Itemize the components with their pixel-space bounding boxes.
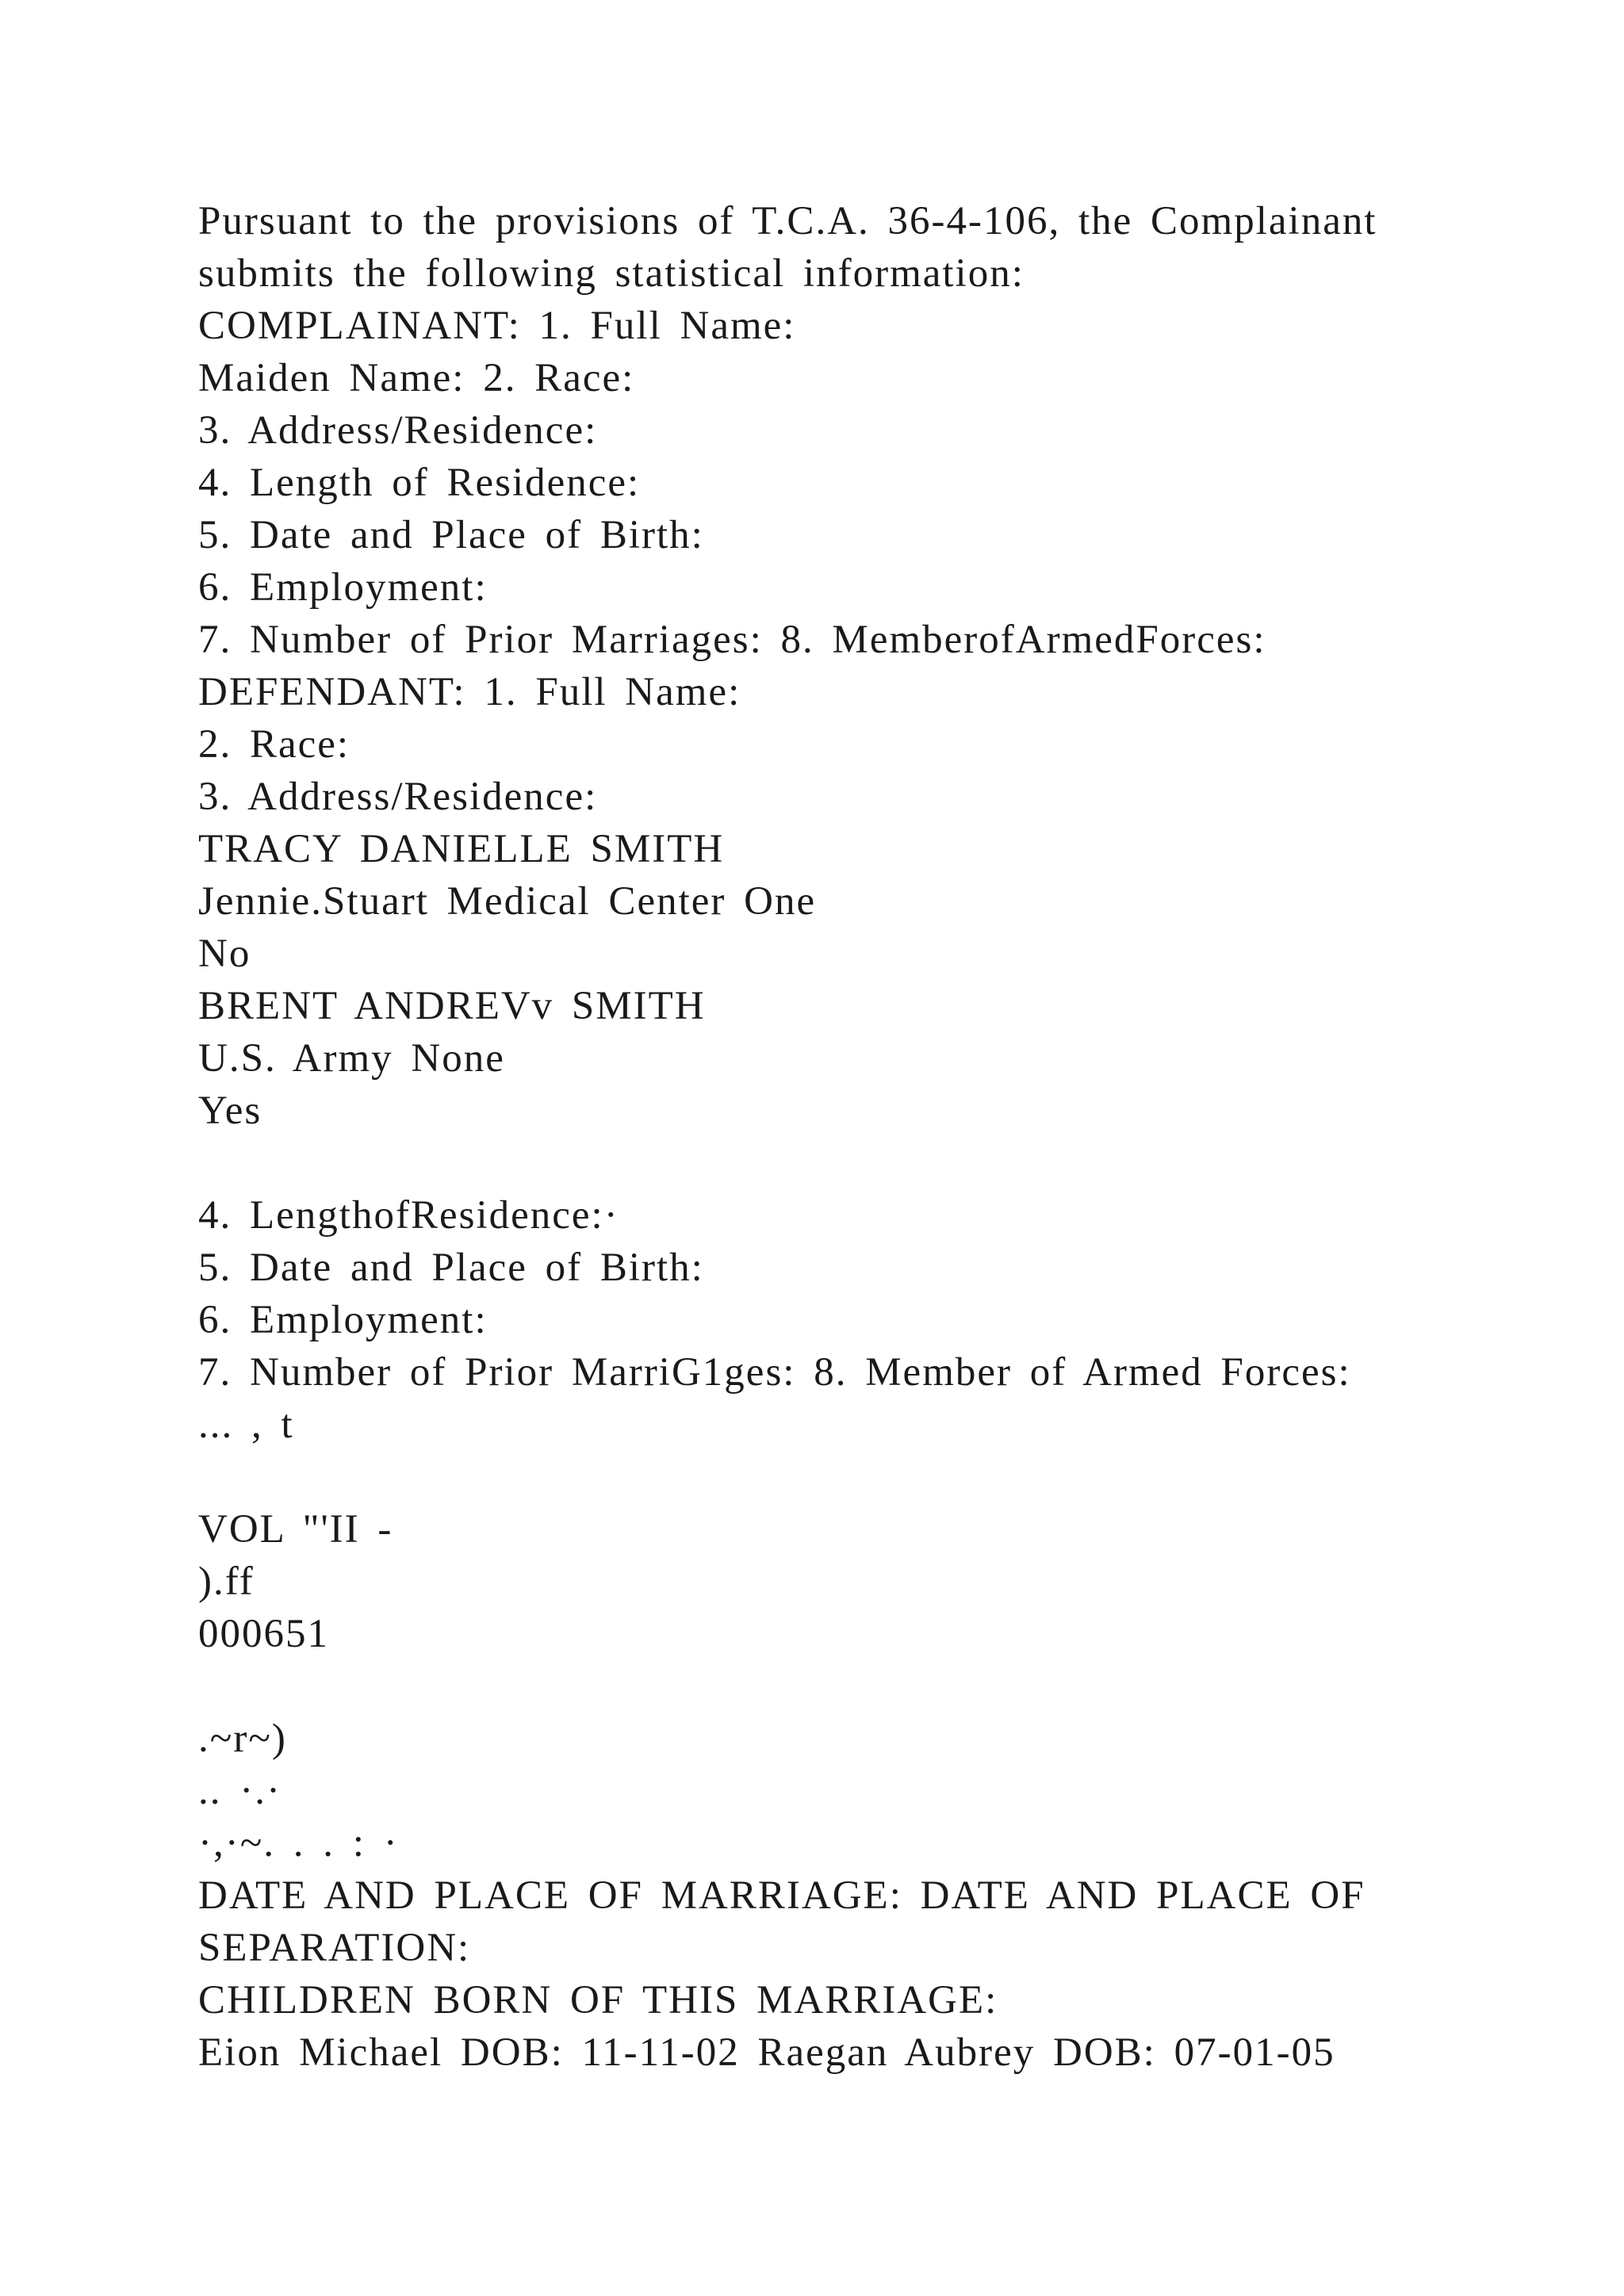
text-line: DATE AND PLACE OF MARRIAGE: DATE AND PLACE OF [198,1873,1365,1918]
text-line: BRENT ANDREVv SMITH [198,984,706,1028]
text-line: .~r~) [198,1716,287,1761]
text-line: 000651 [198,1612,329,1656]
text-line: COMPLAINANT: 1. Full Name: [198,304,796,348]
text-line: VOL "'II - [198,1507,393,1552]
text-line: DEFENDANT: 1. Full Name: [198,670,741,714]
text-line: Yes [198,1089,262,1133]
text-line: U.S. Army None [198,1036,505,1081]
text-line: Pursuant to the provisions of T.C.A. 36-4-106, the Complainant [198,199,1377,243]
text-line: SEPARATION: [198,1926,471,1970]
text-line: Maiden Name: 2. Race: [198,356,635,400]
text-line: 2. Race: [198,722,350,767]
text-line: 7. Number of Prior MarriG1ges: 8. Member of Armed Forces: [198,1350,1351,1395]
text-line: 3. Address/Residence: [198,408,598,453]
text-line: 3. Address/Residence: [198,775,598,819]
blank-line [198,1660,1435,1712]
text-line: 4. LengthofResidence:· [198,1193,619,1238]
text-line: No [198,932,251,976]
text-line: 6. Employment: [198,1298,488,1342]
text-line: Jennie.Stuart Medical Center One [198,879,817,924]
text-line: submits the following statistical information: [198,251,1025,296]
text-line: Eion Michael DOB: 11-11-02 Raegan Aubrey DOB: 07-01-05 [198,2030,1335,2075]
text-line: TRACY DANIELLE SMITH [198,827,725,871]
text-line: 5. Date and Place of Birth: [198,1246,704,1290]
text-line: CHILDREN BORN OF THIS MARRIAGE: [198,1978,998,2022]
blank-line [198,1137,1435,1189]
text-line: 6. Employment: [198,565,488,610]
text-line: ).ff [198,1559,255,1604]
text-line: 4. Length of Residence: [198,461,641,505]
text-line: 5. Date and Place of Birth: [198,513,704,557]
text-line: .. ·.· [198,1769,282,1813]
text-line: ·,·~. . . : · [198,1821,399,1866]
blank-line [198,1451,1435,1503]
document-body [198,195,1435,2079]
text-line: ... , t [198,1402,294,1447]
text-line: 7. Number of Prior Marriages: 8. MemberofArmedForces: [198,618,1266,662]
